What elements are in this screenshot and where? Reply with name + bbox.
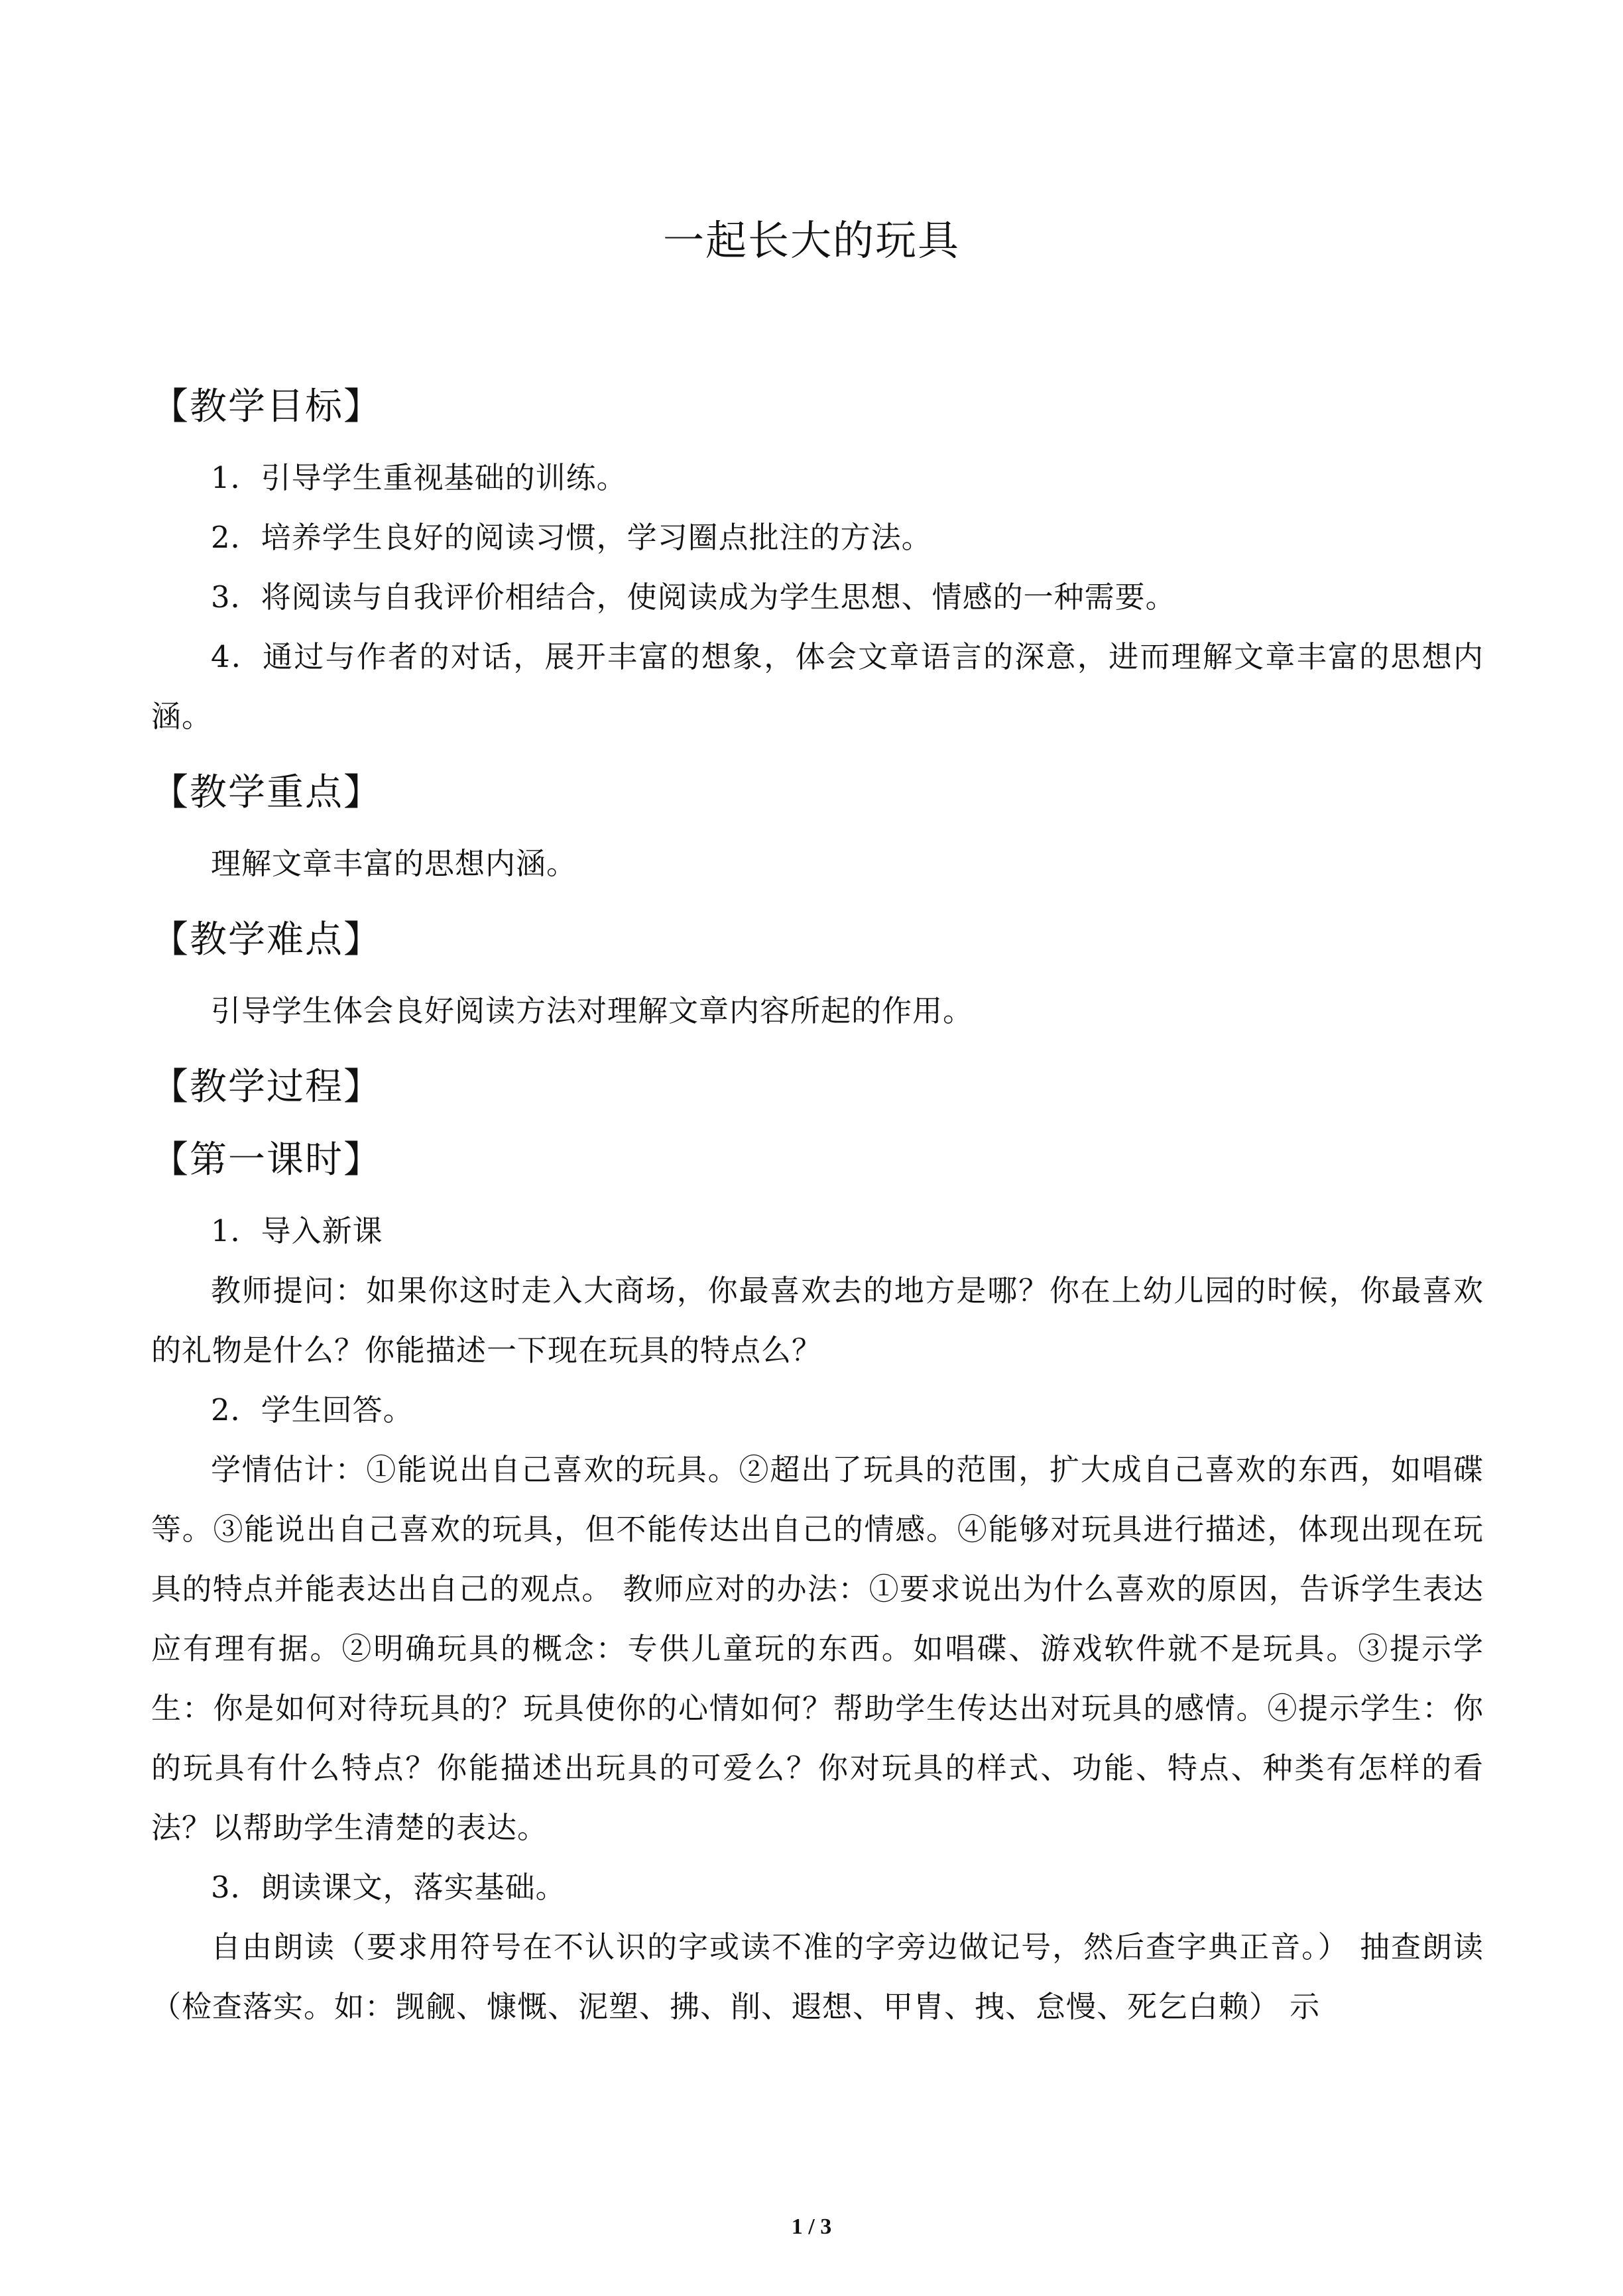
lesson-step: 3．朗读课文，落实基础。 [211,1870,566,1905]
difficulty-text: 引导学生体会良好阅读方法对理解文章内容所起的作用。 [211,993,974,1028]
section-heading-key-points: 【教学重点】 [151,771,382,814]
lesson-text: 教师提问：如果你这时走入大商场，你最喜欢去的地方是哪？你在上幼儿园的时候，你最喜欢的礼物是什么？你能描述一下现在玩具的特点么？ [151,1273,1484,1368]
document-body [151,381,1484,2037]
objective-item: 4．通过与作者的对话，展开丰富的想象，体会文章语言的深意，进而理解文章丰富的思想内涵。 [151,639,1484,734]
section-heading-process: 【教学过程】 [151,1065,382,1109]
section-heading-difficulties: 【教学难点】 [151,918,382,961]
lesson-text: 自由朗读（要求用符号在不认识的字或读不准的字旁边做记号，然后查字典正音。） 抽查朗读（检查落实。如：觊觎、慷慨、泥塑、拂、削、遐想、甲胄、拽、怠慢、死乞白赖） 示 [151,1929,1484,2024]
lesson-step: 2．学生回答。 [211,1392,414,1427]
objective-item: 1．引导学生重视基础的训练。 [211,460,627,495]
key-point-text: 理解文章丰富的思想内涵。 [211,846,577,881]
section-heading-first-lesson: 【第一课时】 [151,1138,382,1181]
lesson-text: 学情估计：①能说出自己喜欢的玩具。②超出了玩具的范围，扩大成自己喜欢的东西，如唱碟等。③能说出自己喜欢的玩具，但不能传达出自己的情感。④能够对玩具进行描述，体现出现在玩具的特点并能表达出自己的观点。 教师应对的办法：①要求说出为什么喜欢的原因，告诉学生表达应有理有据。②明确玩具的概念：专供儿童玩的东西。如唱碟、游戏软件就不是玩具。③提示学生：你是如何对待玩具的？玩具使你的心情如何？帮助学生传达出对玩具的感情。④提示学生：你的玩具有什么特点？你能描述出玩具的可爱么？你对玩具的样式、功能、特点、种类有怎样的看法？以帮助学生清楚的表达。 [151,1452,1484,1845]
page-number: 1 / 3 [791,2214,832,2239]
document-title: 一起长大的玩具 [662,216,960,265]
objective-item: 3．将阅读与自我评价相结合，使阅读成为学生思想、情感的一种需要。 [211,579,1176,615]
lesson-step: 1．导入新课 [211,1213,383,1248]
objective-item: 2．培养学生良好的阅读习惯，学习圈点批注的方法。 [211,520,932,555]
section-heading-objectives: 【教学目标】 [151,385,382,428]
